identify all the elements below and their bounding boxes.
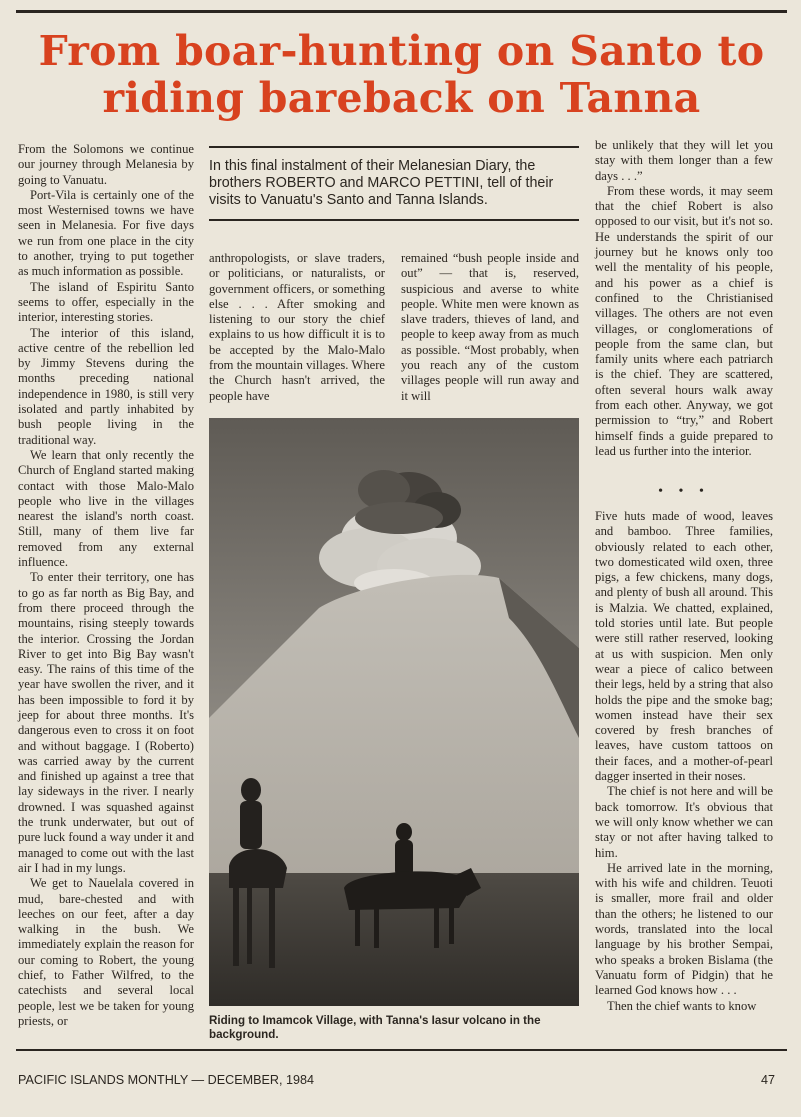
paragraph: The island of Espiritu Santo seems to offer, especially in the interior, interesting stories. — [18, 279, 194, 325]
paragraph: The chief is not here and will be back tomorrow. It's obvious that we will only know whether we can stay or not after having talked to him. — [595, 784, 773, 860]
headline-line-1: From boar-hunting on Santo to — [38, 27, 765, 75]
paragraph: anthropologists, or slave traders, or politicians, or naturalists, or government officers, or something else . . . After smoking and listening to our story the chief explains to us how difficult it is to be accepted by the Malo-Malo from the mountain villages. Where the Church hasn't arrived, the people have — [209, 251, 385, 403]
article-column-2 — [209, 251, 385, 404]
paragraph: We get to Nauelala covered in mud, bare-chested and with leeches on our feet, after a day walking in the bush. We immediately explain the reason for our coming to Robert, the young chief, to Father Wilfred, to the catechists and several local people, lest we be taken for young priests, or — [18, 876, 194, 1028]
paragraph: be unlikely that they will let you stay with them longer than a few days . . .” — [595, 138, 773, 183]
publication-name: PACIFIC ISLANDS MONTHLY — DECEMBER, 1984 — [18, 1073, 315, 1087]
bottom-rule — [16, 1049, 787, 1051]
photo-illustration — [209, 418, 579, 1006]
section-separator: • • • — [658, 484, 710, 499]
deck-rule-bottom — [209, 219, 579, 221]
article-column-1 — [18, 142, 194, 1029]
paragraph: remained “bush people inside and out” — that is, reserved, suspicious and averse to white people. White men were known as slave traders, thieves of land, and people to keep away from as much as possible. “Most probably, when you reach any of the custom villages people will run away and it will — [401, 251, 579, 403]
article-column-4-continued — [595, 509, 773, 1014]
paragraph: He arrived late in the morning, with his wife and children. Teuoti is smaller, more frail and older than the others; he listened to our words, translated into the local language by his brother Sempai, who speaks a broken Bislama (the Vanuatu form of Pidgin) that he learned God knows how . . . — [595, 860, 773, 998]
headline — [16, 28, 787, 122]
paragraph: We learn that only recently the Church of England started making contact with those Malo-Malo people who live in the villages nearest the island's north coast. Still, many of them live far removed from any external influence. — [18, 447, 194, 570]
paragraph: Port-Vila is certainly one of the most Westernised towns we have seen in Melanesia. For five days we run from one place in the city to another, trying to put together as much information as possible. — [18, 187, 194, 279]
paragraph: The interior of this island, active centre of the rebellion led by Jimmy Stevens during the months preceding national independence in 1980, is still very isolated and partly inhabited by bush people living in the traditional way. — [18, 325, 194, 447]
photo-caption: Riding to Imamcok Village, with Tanna's Iasur volcano in the background. — [209, 1014, 541, 1041]
headline-line-2: riding bareback on Tanna — [102, 74, 701, 122]
page-footer — [18, 1073, 775, 1087]
deck-intro: In this final instalment of their Melanesian Diary, the brothers ROBERTO and MARCO PETTINI, tell of their visits to Vanuatu's Santo and Tanna Islands. — [209, 158, 554, 208]
article-column-4 — [595, 138, 773, 459]
volcano-riding-photo — [209, 418, 579, 1006]
paragraph: From these words, it may seem that the chief Robert is also opposed to our visit, but it's not so. He understands the spirit of our journey but he knows only too well the mentality of his people, and his power as a chief is confined to the Christianised villages. The others are not even villages, or conglomerations of people from the same clan, but family units where each patriarch is the chief. They are scattered, often several hours walk away from each other. Anyway, we got permission to “try,” and Robert himself finds a guide prepared to lead us further into the interior. — [595, 183, 773, 458]
page-number: 47 — [760, 1073, 775, 1087]
paragraph: Five huts made of wood, leaves and bamboo. Three families, obviously related to each other, two domesticated wild oxen, three pigs, a few chickens, many dogs, and plenty of bush all around. This is Malzia. We chatted, explained, told stories until late. But people were still rather reserved, looking at us with suspicion. Men only wear a piece of calico between their legs, held by a string that also holds the pipe and the smoke bag; women instead have their sex covered by fresh branches of leaves, have custom tattoos on their faces, and a mother-of-pearl dagger inserted in their noses. — [595, 509, 773, 784]
paragraph: Then the chief wants to know — [607, 998, 757, 1013]
deck-rule-top — [209, 146, 579, 148]
article-column-3 — [401, 251, 579, 404]
paragraph: To enter their territory, one has to go as far north as Big Bay, and from there proceed through the mountains, rising steeply towards the interior. Crossing the Jordan River to get into Big Bay wasn't easy. The rains of this time of the year have swollen the river, and it has been impossible to ford it by jeep for about three months. It's dangerous even to cross it on foot and without baggage. I (Roberto) was carried away by the current and finished up against a tree that lay sideways in the river. I nearly drowned. I was squashed against the trunk underwater, but out of pure luck found a way under it and managed to come out with the last air I had in my lungs. — [18, 570, 194, 875]
top-rule — [16, 10, 787, 13]
paragraph: From the Solomons we continue our journey through Melanesia by going to Vanuatu. — [18, 142, 194, 187]
